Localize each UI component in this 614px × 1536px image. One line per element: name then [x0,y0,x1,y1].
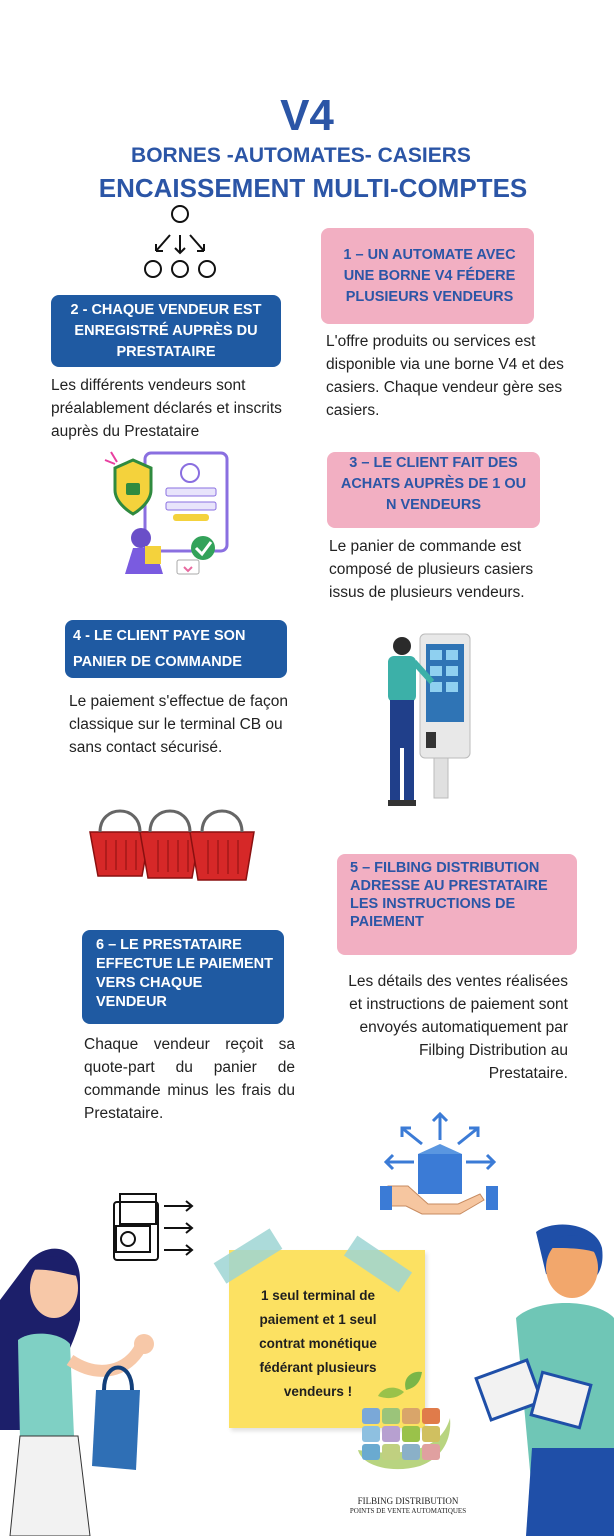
step-5-heading: 5 – FILBING DISTRIBUTION ADRESSE AU PRESTATAIRE LES INSTRUCTIONS DE PAIEMENT [337,854,577,955]
step-6-heading: 6 – LE PRESTATAIRE EFFECTUE LE PAIEMENT VERS CHAQUE VENDEUR [82,930,284,1024]
kiosk-illustration [380,632,480,812]
main-title: ENCAISSEMENT MULTI-COMPTES [98,173,528,203]
hierarchy-icon [140,203,220,283]
logo-name: FILBING DISTRIBUTION [357,1496,459,1506]
subtitle: BORNES -AUTOMATES- CASIERS [131,144,471,167]
step-2-heading: 2 - CHAQUE VENDEUR EST ENREGISTRÉ AUPRÈS DU PRESTATAIRE [51,295,281,367]
step-6-text: Chaque vendeur reçoit sa quote-part du panier de commande minus les frais du Prestataire. [84,1036,295,1122]
man-with-boxes-illustration [476,1218,614,1536]
woman-shopper-illustration [0,1240,170,1536]
security-illustration [103,448,233,578]
filbing-logo-icon [352,1370,462,1474]
step-1-text: L'offre produits ou services est disponible via une borne V4 et des casiers. Chaque vendeur gère ses casiers. [326,333,564,419]
step-2-text: Les différents vendeurs sont préalablement déclarés et inscrits auprès du Prestataire [51,377,282,440]
step-3-text: Le panier de commande est composé de plusieurs casiers issus de plusieurs vendeurs. [329,538,534,601]
shopping-baskets-illustration [86,800,258,882]
step-4-heading: 4 - LE CLIENT PAYE SON PANIER DE COMMANDE [65,620,287,678]
version-title: V4 [280,91,334,140]
step-5-text: Les détails des ventes réalisées et instructions de paiement sont envoyés automatiquement par Filbing Distribution au Prestataire. [348,973,568,1082]
step-4-text: Le paiement s'effectue de façon classique sur le terminal CB ou sans contact sécurisé. [69,693,288,756]
step-1-heading: 1 – UN AUTOMATE AVEC UNE BORNE V4 FÉDERE PLUSIEURS VENDEURS [321,228,534,324]
note-text: 1 seul terminal de paiement et 1 seul contrat monétique fédérant plusieurs vendeurs ! [259,1288,377,1399]
step-3-heading: 3 – LE CLIENT FAIT DES ACHATS AUPRÈS DE 1 OU N VENDEURS [327,452,540,528]
logo-tagline: POINTS DE VENTE AUTOMATIQUES [349,1507,467,1515]
package-delivery-illustration [378,1110,502,1222]
